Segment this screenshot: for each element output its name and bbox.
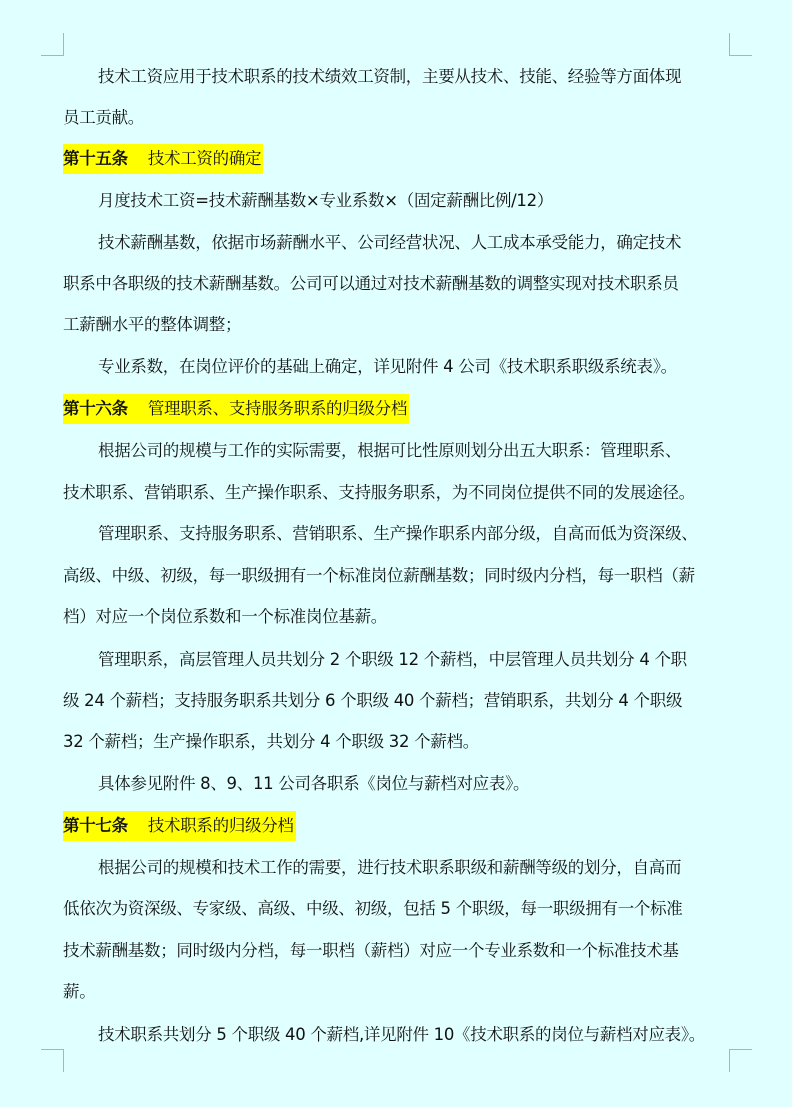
crop-mark-top-right <box>729 33 752 56</box>
article-16-para1-line1: 根据公司的规模与工作的实际需要，根据可比性原则划分出五大职系：管理职系、 <box>98 441 682 460</box>
article-17-para1-line1: 根据公司的规模和技术工作的需要，进行技术职系职级和薪酬等级的划分，自高而 <box>98 858 682 877</box>
article-16-para1-line2: 技术职系、营销职系、生产操作职系、支持服务职系，为不同岗位提供不同的发展途径。 <box>63 483 695 502</box>
article-17-para1-line4: 薪。 <box>63 982 96 1001</box>
article-16-para4: 具体参见附件 8、9、11 公司各职系《岗位与薪档对应表》。 <box>98 774 530 793</box>
crop-mark-bottom-left <box>41 1049 64 1072</box>
article-16-para2-line3: 档）对应一个岗位系数和一个标准岗位基薪。 <box>63 607 388 626</box>
article-17-para1-line3: 技术薪酬基数；同时级内分档，每一职档（薪档）对应一个专业系数和一个标准技术基 <box>63 941 679 960</box>
article-16-para2-line1: 管理职系、支持服务职系、营销职系、生产操作职系内部分级，自高而低为资深级、 <box>98 524 698 543</box>
article-16-para3-line2: 级 24 个薪档；支持服务职系共划分 6 个职级 40 个薪档；营销职系，共划分 4 个职级 <box>63 691 683 710</box>
article-16-para3-line3: 32 个薪档；生产操作职系，共划分 4 个职级 32 个薪档。 <box>63 732 479 751</box>
article-16-para2-line2: 高级、中级、初级，每一职级拥有一个标准岗位薪酬基数；同时级内分档，每一职档（薪 <box>63 566 695 585</box>
article-17-heading <box>63 811 296 841</box>
article-15-para1-line1: 技术薪酬基数，依据市场薪酬水平、公司经营状况、人工成本承受能力，确定技术 <box>98 233 682 252</box>
intro-line-1: 技术工资应用于技术职系的技术绩效工资制，主要从技术、技能、经验等方面体现 <box>98 67 682 86</box>
article-17-para1-line2: 低依次为资深级、专家级、高级、中级、初级，包括 5 个职级，每一职级拥有一个标准 <box>63 899 683 918</box>
article-15-formula: 月度技术工资=技术薪酬基数×专业系数×（固定薪酬比例/12） <box>98 191 554 210</box>
article-17-number: 第十七条 <box>63 816 128 835</box>
crop-mark-top-left <box>41 33 64 56</box>
article-17-para2: 技术职系共划分 5 个职级 40 个薪档,详见附件 10《技术职系的岗位与薪档对应表》。 <box>98 1025 706 1044</box>
article-15-number: 第十五条 <box>63 149 128 168</box>
article-16-title: 管理职系、支持服务职系的归级分档 <box>147 399 408 418</box>
article-15-para1-line2: 职系中各职级的技术薪酬基数。公司可以通过对技术薪酬基数的调整实现对技术职系员 <box>63 274 679 293</box>
article-15-para2: 专业系数，在岗位评价的基础上确定，详见附件 4 公司《技术职系职级系统表》。 <box>98 357 677 376</box>
article-17-title: 技术职系的归级分档 <box>147 816 294 835</box>
article-16-number: 第十六条 <box>63 399 128 418</box>
article-16-para3-line1: 管理职系，高层管理人员共划分 2 个职级 12 个薪档，中层管理人员共划分 4 个职 <box>98 650 687 669</box>
article-15-heading <box>63 144 263 174</box>
article-15-para1-line3: 工薪酬水平的整体调整； <box>63 315 242 334</box>
article-16-heading <box>63 394 409 424</box>
intro-line-2: 员工贡献。 <box>63 108 145 127</box>
article-15-title: 技术工资的确定 <box>147 149 262 168</box>
crop-mark-bottom-right <box>729 1049 752 1072</box>
